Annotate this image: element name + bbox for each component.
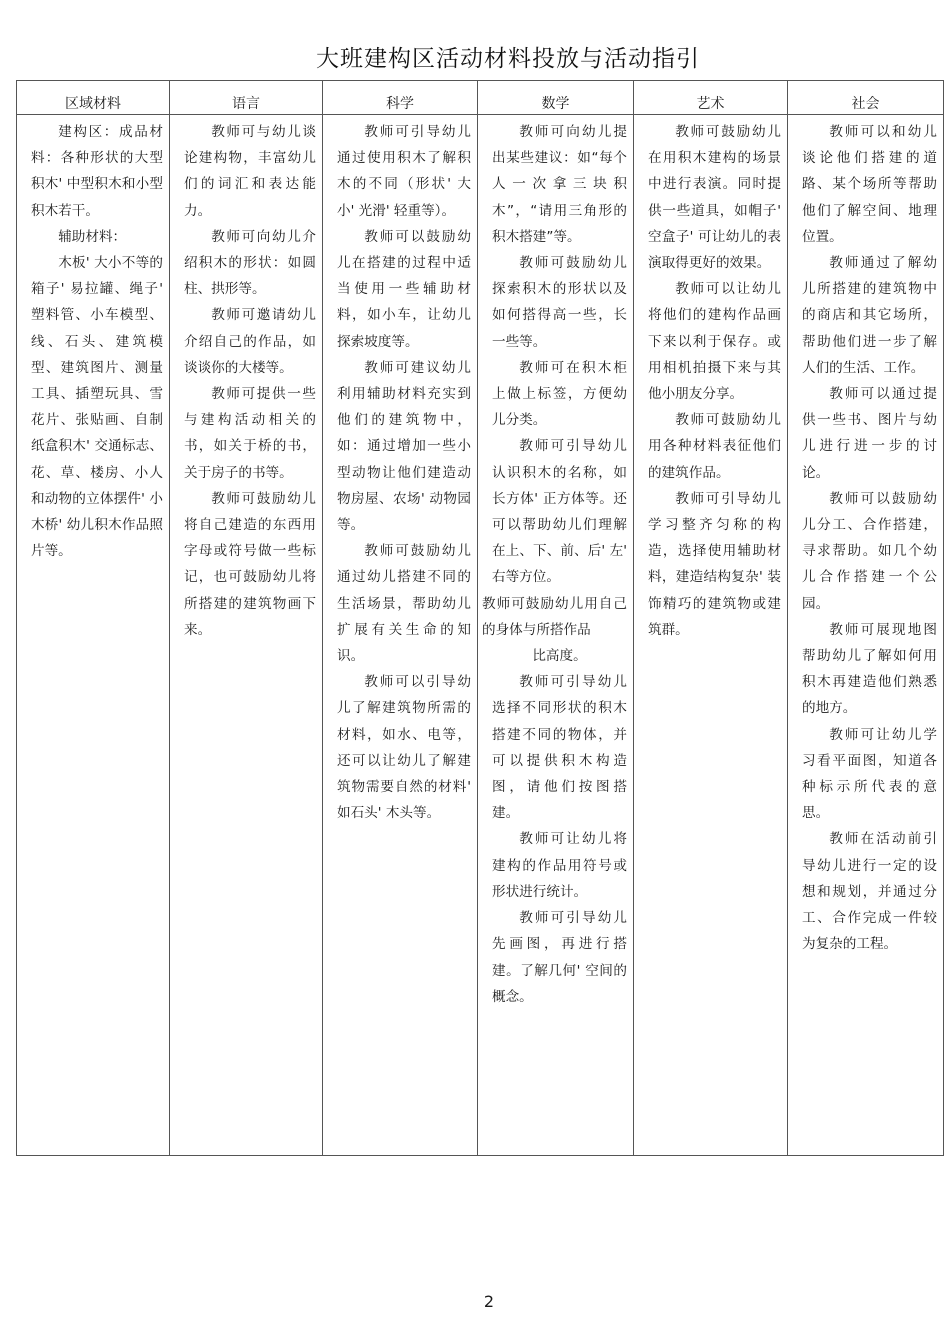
paragraph: 教师可鼓励幼儿将自己建造的东西用字母或符号做一些标记，也可鼓励幼儿将所搭建的建筑物画下来。 bbox=[184, 490, 316, 638]
cell-materials bbox=[17, 115, 170, 1156]
cell-math bbox=[478, 115, 634, 1156]
paragraph: 教师在活动前引导幼儿进行一定的设想和规划，并通过分工、合作完成一件较为复杂的工程。 bbox=[802, 831, 937, 953]
cell-art bbox=[634, 115, 788, 1156]
paragraph: 教师可提供一些与建构活动相关的书，如关于桥的书，关于房子的书等。 bbox=[184, 386, 316, 481]
page-title: 大班建构区活动材料投放与活动指引 bbox=[316, 46, 700, 72]
paragraph: 教师可鼓励幼儿用自己的身体与所搭作品 bbox=[482, 595, 627, 638]
paragraph: 建构区：成品材料：各种形状的大型积木' 中型积木和小型积木若干。 bbox=[31, 124, 163, 219]
paragraph: 教师可在积木柜上做上标签，方便幼儿分类。 bbox=[492, 359, 627, 429]
paragraph: 木板' 大小不等的箱子' 易拉罐、绳子' 塑料管、小车模型、线、石头、建筑模型、建筑图片、测量工具、插塑玩具、雪花片、张贴画、自制纸盒积木' 交通标志、花、草、楼房、小人和动物的立体摆件' 小木桥' 幼儿积木作品照片等。 bbox=[31, 255, 163, 560]
paragraph: 辅助材料： bbox=[58, 228, 127, 245]
paragraph: 教师可引导幼儿认识积木的名称，如长方体' 正方体等。还可以帮助幼儿们理解在上、下、前、后' 左' 右等方位。 bbox=[492, 438, 627, 586]
paragraph: 教师可邀请幼儿介绍自己的作品，如谈谈你的大楼等。 bbox=[184, 307, 316, 376]
column-header-math: 数学 bbox=[478, 81, 634, 115]
paragraph: 教师可鼓励幼儿通过幼儿搭建不同的生活场景，帮助幼儿扩展有关生命的知识。 bbox=[337, 543, 471, 665]
paragraph: 教师可引导幼儿先画图，再进行搭建。了解几何' 空间的概念。 bbox=[492, 910, 627, 1005]
paragraph: 教师可以通过提供一些书、图片与幼儿进行进一步的讨论。 bbox=[802, 386, 937, 481]
paragraph: 教师可鼓励幼儿在用积木建构的场景中进行表演。同时提供一些道具，如帽子' 空盒子' 可让幼儿的表演取得更好的效果。 bbox=[648, 124, 781, 272]
paragraph: 教师可以引导幼儿了解建筑物所需的材料，如水、电等，还可以让幼儿了解建筑物需要自然的材料' 如石头' 木头等。 bbox=[337, 674, 471, 822]
cell-language bbox=[170, 115, 323, 1156]
cell-science bbox=[323, 115, 478, 1156]
paragraph: 教师可引导幼儿通过使用积木了解积木的不同（形状' 大小' 光滑' 轻重等）。 bbox=[337, 124, 471, 219]
column-header-science: 科学 bbox=[323, 81, 478, 115]
paragraph: 教师可向幼儿介绍积木的形状：如圆柱、拱形等。 bbox=[184, 228, 316, 298]
paragraph: 教师通过了解幼儿所搭建的建筑物中的商店和其它场所，帮助他们进一步了解人们的生活、工作。 bbox=[802, 255, 937, 376]
page-number: 2 bbox=[483, 1292, 495, 1311]
table-header-row bbox=[17, 81, 944, 115]
column-header-language: 语言 bbox=[170, 81, 323, 115]
table-row bbox=[17, 115, 944, 1156]
paragraph: 比高度。 bbox=[532, 648, 587, 665]
paragraph: 教师可与幼儿谈论建构物，丰富幼儿们的词汇和表达能力。 bbox=[184, 124, 316, 219]
cell-society bbox=[788, 115, 944, 1156]
paragraph: 教师可建议幼儿利用辅助材料充实到他们的建筑物中，如：通过增加一些小型动物让他们建造动物房屋、农场' 动物园等。 bbox=[337, 359, 471, 534]
paragraph: 教师可以鼓励幼儿分工、合作搭建，寻求帮助。如几个幼儿合作搭建一个公园。 bbox=[802, 490, 937, 612]
paragraph: 教师可引导幼儿学习整齐匀称的构造，选择使用辅助材料，建造结构复杂' 装饰精巧的建筑物或建筑群。 bbox=[648, 490, 781, 638]
column-header-society: 社会 bbox=[788, 81, 944, 115]
paragraph: 教师可以让幼儿将他们的建构作品画下来以利于保存。或用相机拍摄下来与其他小朋友分享。 bbox=[648, 281, 781, 403]
column-header-materials: 区域材料 bbox=[17, 81, 170, 115]
paragraph: 教师可鼓励幼儿探索积木的形状以及如何搭得高一些，长一些等。 bbox=[492, 255, 627, 350]
activity-guide-table bbox=[16, 80, 944, 1156]
column-header-art: 艺术 bbox=[634, 81, 788, 115]
paragraph: 教师可以鼓励幼儿在搭建的过程中适当使用一些辅助材料，如小车，让幼儿探索坡度等。 bbox=[337, 228, 471, 350]
paragraph: 教师可让幼儿学习看平面图，知道各种标示所代表的意思。 bbox=[802, 726, 937, 822]
paragraph: 教师可让幼儿将建构的作品用符号或形状进行统计。 bbox=[492, 831, 627, 900]
paragraph: 教师可鼓励幼儿用各种材料表征他们的建筑作品。 bbox=[648, 412, 781, 481]
paragraph: 教师可以和幼儿谈论他们搭建的道路、某个场所等帮助他们了解空间、地理位置。 bbox=[802, 124, 937, 245]
paragraph: 教师可向幼儿提出某些建议：如“每个人一次拿三块积木”，“请用三角形的积木搭建”等。 bbox=[492, 124, 627, 245]
paragraph: 教师可展现地图帮助幼儿了解如何用积木再建造他们熟悉的地方。 bbox=[802, 621, 937, 717]
paragraph: 教师可引导幼儿选择不同形状的积木搭建不同的物体，并可以提供积木构造图，请他们按图搭建。 bbox=[492, 674, 627, 822]
